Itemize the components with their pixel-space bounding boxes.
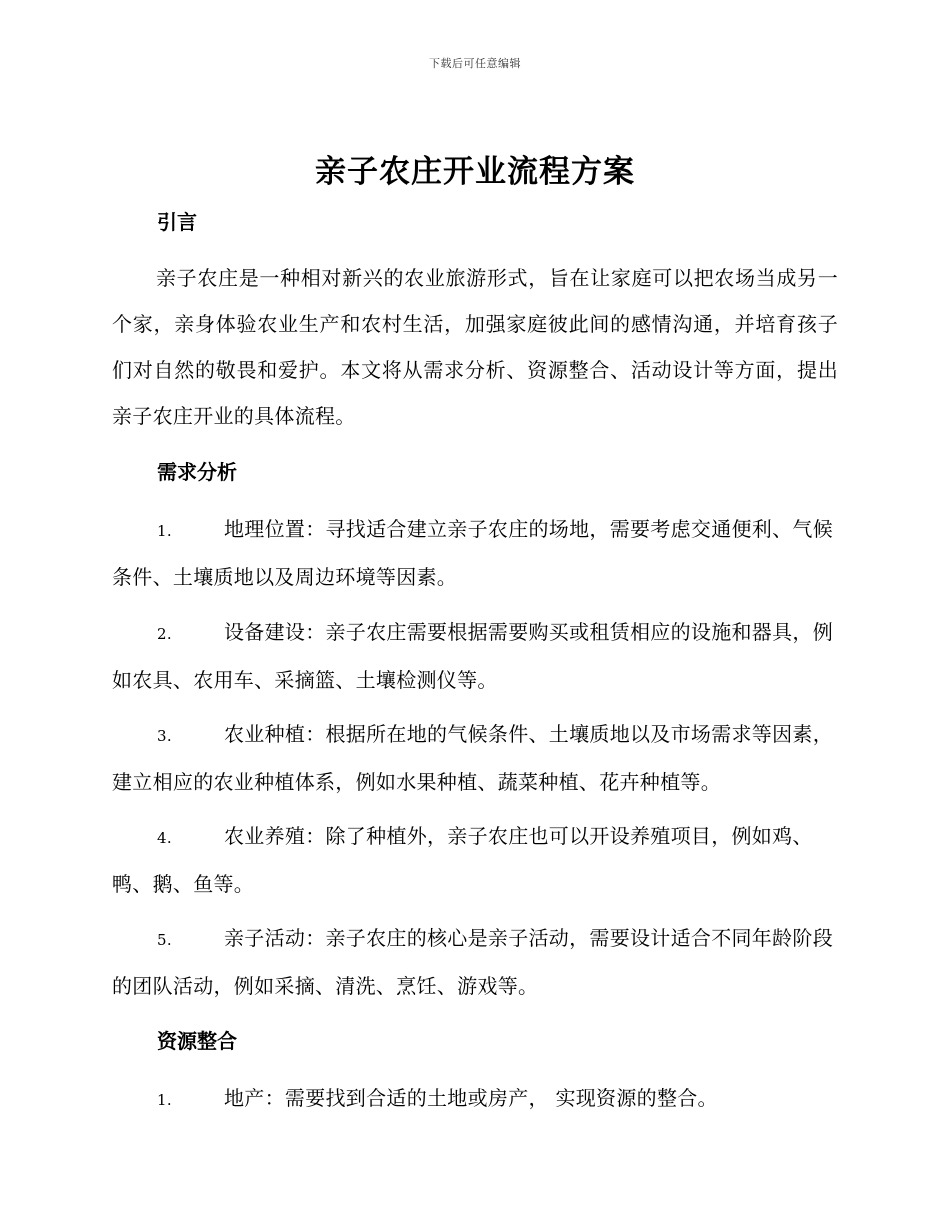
list-item — [112, 1075, 838, 1123]
section-heading-needs: 需求分析 — [157, 460, 237, 484]
page-header: 下载后可任意编辑 — [429, 57, 521, 70]
list-item-number: 1. — [157, 1091, 172, 1109]
list-item-number: 3. — [157, 727, 172, 745]
list-item — [112, 506, 838, 600]
list-item — [112, 915, 838, 1009]
list-item-number: 1. — [157, 522, 172, 540]
document-title: 亲子农庄开业流程方案 — [315, 154, 635, 190]
section-heading-resources: 资源整合 — [157, 1029, 237, 1053]
list-item-number: 5. — [157, 931, 172, 949]
list-item — [112, 813, 838, 907]
list-item-number: 2. — [157, 625, 172, 643]
intro-paragraph: 亲子农庄是一种相对新兴的农业旅游形式，旨在让家庭可以把农场当成另一个家，亲身体验农业生产和农村生活，加强家庭彼此间的感情沟通，并培育孩子们对自然的敬畏和爱护。本文将从需求分析、资源整合、活动设计等方面，提出亲子农庄开业的具体流程。 — [112, 266, 838, 428]
list-item-number: 4. — [157, 829, 172, 847]
list-item-text: 亲子活动：亲子农庄的核心是亲子活动，需要设计适合不同年龄阶段的团队活动，例如采摘、清洗、烹饪、游戏等。 — [112, 926, 833, 998]
list-item — [112, 609, 838, 703]
list-item — [112, 711, 838, 805]
list-item-text: 地理位置：寻找适合建立亲子农庄的场地，需要考虑交通便利、气候条件、土壤质地以及周边环境等因素。 — [112, 517, 833, 589]
section-heading-intro: 引言 — [157, 210, 197, 234]
list-item-text: 地产：需要找到合适的土地或房产， 实现资源的整合。 — [224, 1086, 718, 1110]
list-item-text: 农业种植：根据所在地的气候条件、土壤质地以及市场需求等因素，建立相应的农业种植体系，例如水果种植、蔬菜种植、花卉种植等。 — [112, 722, 833, 794]
list-item-text: 农业养殖：除了种植外，亲子农庄也可以开设养殖项目，例如鸡、鸭、鹅、鱼等。 — [112, 824, 813, 896]
list-item-text: 设备建设：亲子农庄需要根据需要购买或租赁相应的设施和器具，例如农具、农用车、采摘篮、土壤检测仪等。 — [112, 620, 833, 692]
